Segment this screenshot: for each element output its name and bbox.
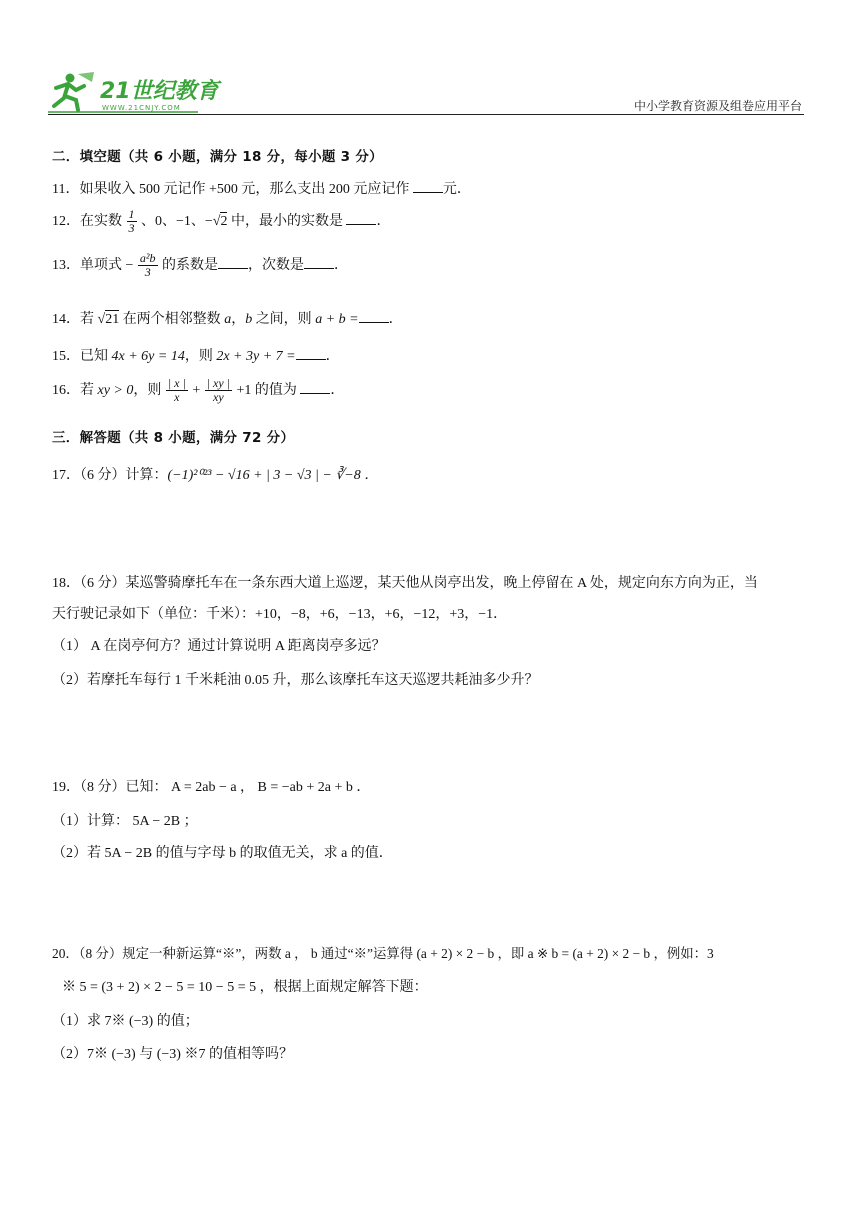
fraction-one-third: $\frac{1}{3}$	[128, 207, 135, 236]
answer-blank	[304, 256, 334, 269]
answer-blank	[300, 381, 330, 394]
fraction-abs-x: $\frac{| x |}{x}$	[167, 376, 186, 405]
answer-blank	[346, 212, 376, 225]
question-18-part-2: （2）若摩托车每行 1 千米耗油 0.05 升，那么该摩托车这天巡逻共耗油多少升？	[52, 673, 539, 688]
fraction-abs-xy: $\frac{| xy |}{xy}$	[206, 376, 230, 405]
question-19-line-1: 19．（8 分）已知： A = 2ab − a ， B = −ab + 2a + b ．	[52, 780, 371, 795]
answer-blank	[359, 310, 389, 323]
question-13: 13．单项式 − $\frac{\text{a²b}}{3}$ 的系数是 ，次数是 ．	[52, 251, 349, 280]
logo-text: 21世纪教育	[100, 79, 219, 104]
logo-21cnjy	[48, 68, 248, 114]
question-12: 12．在实数 $\frac{1}{3}$ 、0、−1、−√2 中，最小的实数是 ．	[52, 207, 391, 236]
question-20-part-2: （2）7※ (−3) 与 (−3) ※7 的值相等吗？	[52, 1047, 293, 1062]
logo-url: WWW.21CNJY.COM	[102, 104, 181, 112]
answer-blank	[413, 180, 443, 193]
question-15: 15．已知 4x + 6y = 14，则 2x + 3y + 7 = ．	[52, 349, 340, 364]
question-14: 14．若 √21 在两个相邻整数 a，b 之间，则 a + b = ．	[52, 312, 403, 327]
fraction-monomial: $\frac{\text{a²b}}{3}$	[139, 251, 156, 280]
question-17: 17．（6 分）计算：(−1)²⁰²³ − √16 + | 3 − √3 | − ∛−8 ．	[52, 468, 379, 483]
question-18-line-1: 18．（6 分）某巡警骑摩托车在一条东西大道上巡逻，某天他从岗亭出发，晚上停留在 A 处，规定向东方向为正，当	[52, 576, 758, 591]
header-rule	[48, 114, 804, 115]
question-19-part-2: （2）若 5A − 2B 的值与字母 b 的取值无关，求 a 的值．	[52, 846, 393, 861]
answer-blank	[296, 347, 326, 360]
question-20-line-2: ※ 5 = (3 + 2) × 2 − 5 = 10 − 5 = 5 ，根据上面规定解答下题：	[62, 980, 428, 995]
question-11: 11．如果收入 500 元记作 +500 元，那么支出 200 元应记作 元．	[52, 182, 471, 197]
platform-title: 中小学教育资源及组卷应用平台	[633, 99, 802, 113]
question-19-part-1: （1）计算： 5A − 2B ；	[52, 814, 198, 829]
answer-blank	[218, 256, 248, 269]
question-20-part-1: （1）求 7※ (−3) 的值；	[52, 1014, 199, 1029]
question-20-line-1: 20．（8 分）规定一种新运算“※”，两数 a ， b 通过“※”运算得 (a + 2) × 2 − b ，即 a ※ b = (a + 2) × 2 − b ，例如：3	[52, 946, 714, 961]
page-header	[48, 68, 804, 118]
question-16: 16．若 xy > 0，则 $\frac{| x |}{x}$ + $\frac{| xy |}{xy}$ +1 的值为 ．	[52, 376, 345, 405]
question-18-part-1: （1） A 在岗亭何方？通过计算说明 A 距离岗亭多远？	[52, 639, 386, 654]
section-3-title: 三．解答题（共 8 小题，满分 72 分）	[52, 430, 295, 446]
runner-icon	[54, 72, 94, 110]
question-18-line-2: 天行驶记录如下（单位：千米）：+10，−8，+6，−13，+6，−12，+3，−1．	[52, 607, 508, 622]
section-2-title: 二．填空题（共 6 小题，满分 18 分，每小题 3 分）	[52, 149, 383, 165]
